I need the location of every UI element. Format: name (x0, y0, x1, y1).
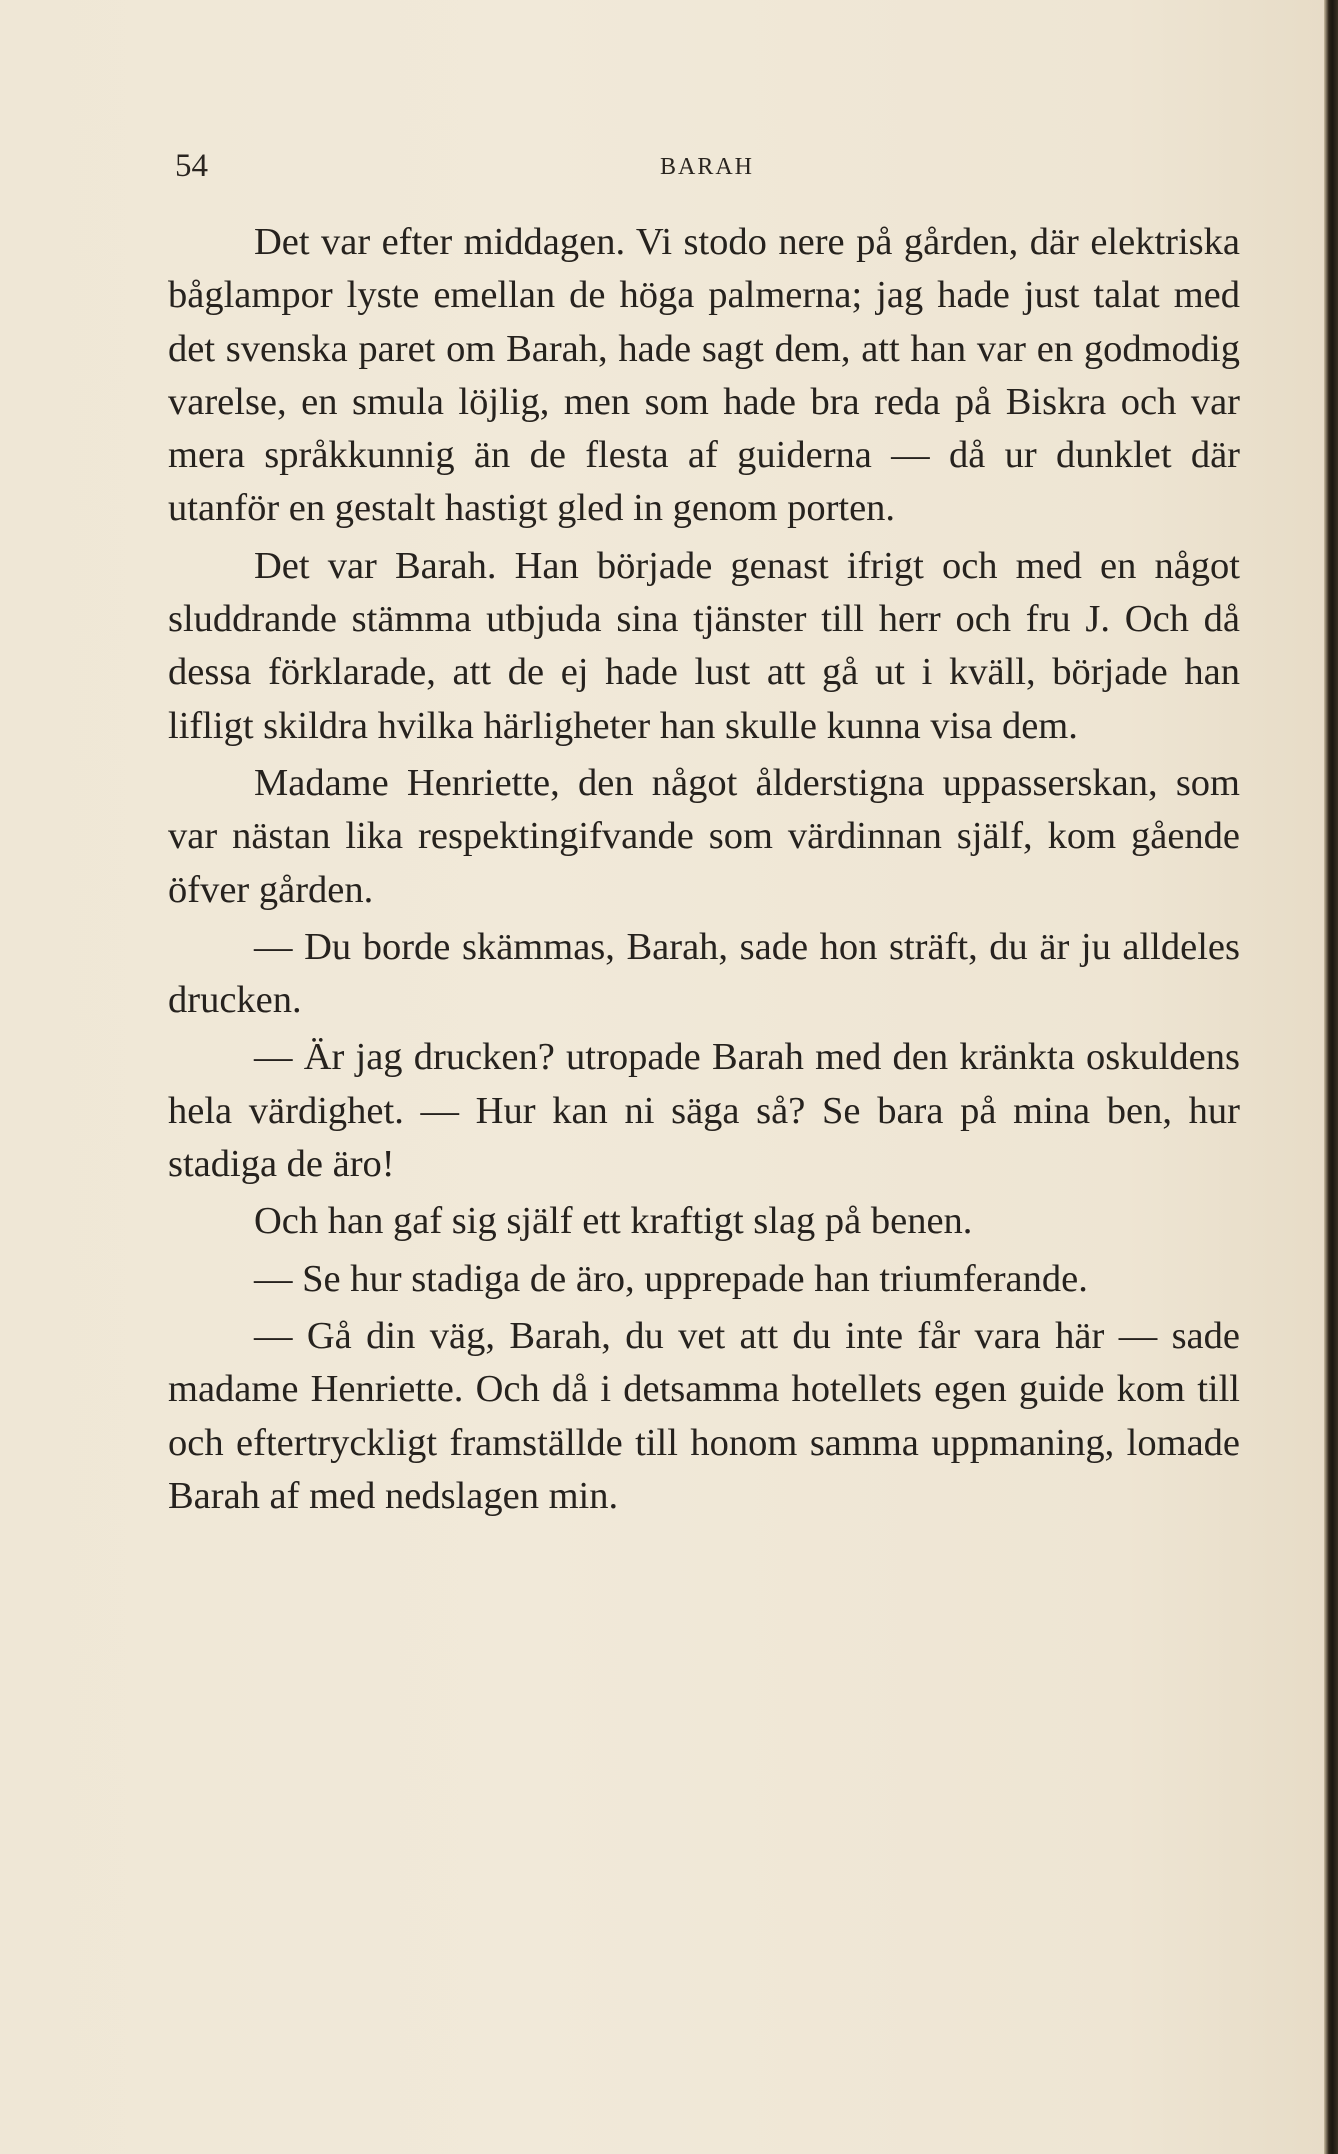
paragraph-2: Det var Barah. Han började genast ifrigt och med en något sluddrande stämma utbjuda sina tjänster till herr och fru J. Och då dessa förklarade, att de ej hade lust att gå ut i kväll, började han lifligt skildra hvilka härligheter han skulle kunna visa dem. (168, 544, 1240, 747)
paragraph-3: Madame Henriette, den något ålderstigna uppasserskan, som var nästan lika respektingifvande som värdinnan själf, kom gående öfver gården. (168, 761, 1240, 911)
page-edge (1324, 0, 1338, 2154)
paragraph-8: — Gå din väg, Barah, du vet att du inte får vara här — sade madame Henriette. Och då i detsamma hotellets egen guide kom till och eftertryckligt framställde till honom samma uppmaning, lomade Barah af med nedslagen min. (168, 1314, 1240, 1517)
page-header (175, 148, 1240, 188)
paragraph-4: — Du borde skämmas, Barah, sade hon sträft, du är ju alldeles drucken. (168, 925, 1240, 1022)
paragraph-5: — Är jag drucken? utropade Barah med den kränkta oskuldens hela värdighet. — Hur kan ni säga så? Se bara på mina ben, hur stadiga de äro! (168, 1036, 1240, 1186)
paragraph-7: — Se hur stadiga de äro, upprepade han triumferande. (254, 1257, 1088, 1300)
body-text (168, 216, 1240, 1527)
running-head: BARAH (660, 154, 755, 180)
paragraph-1: Det var efter middagen. Vi stodo nere på gården, där elektriska båglampor lyste emellan de höga palmerna; jag hade just talat med det svenska paret om Barah, hade sagt dem, att han var en godmodig varelse, en smula löjlig, men som hade bra reda på Biskra och var mera språkkunnig än de flesta af guiderna — då ur dunklet där utanför en gestalt hastigt gled in genom porten. (168, 221, 1240, 530)
page-number: 54 (175, 148, 208, 184)
paragraph-6: Och han gaf sig själf ett kraftigt slag på benen. (254, 1200, 973, 1243)
